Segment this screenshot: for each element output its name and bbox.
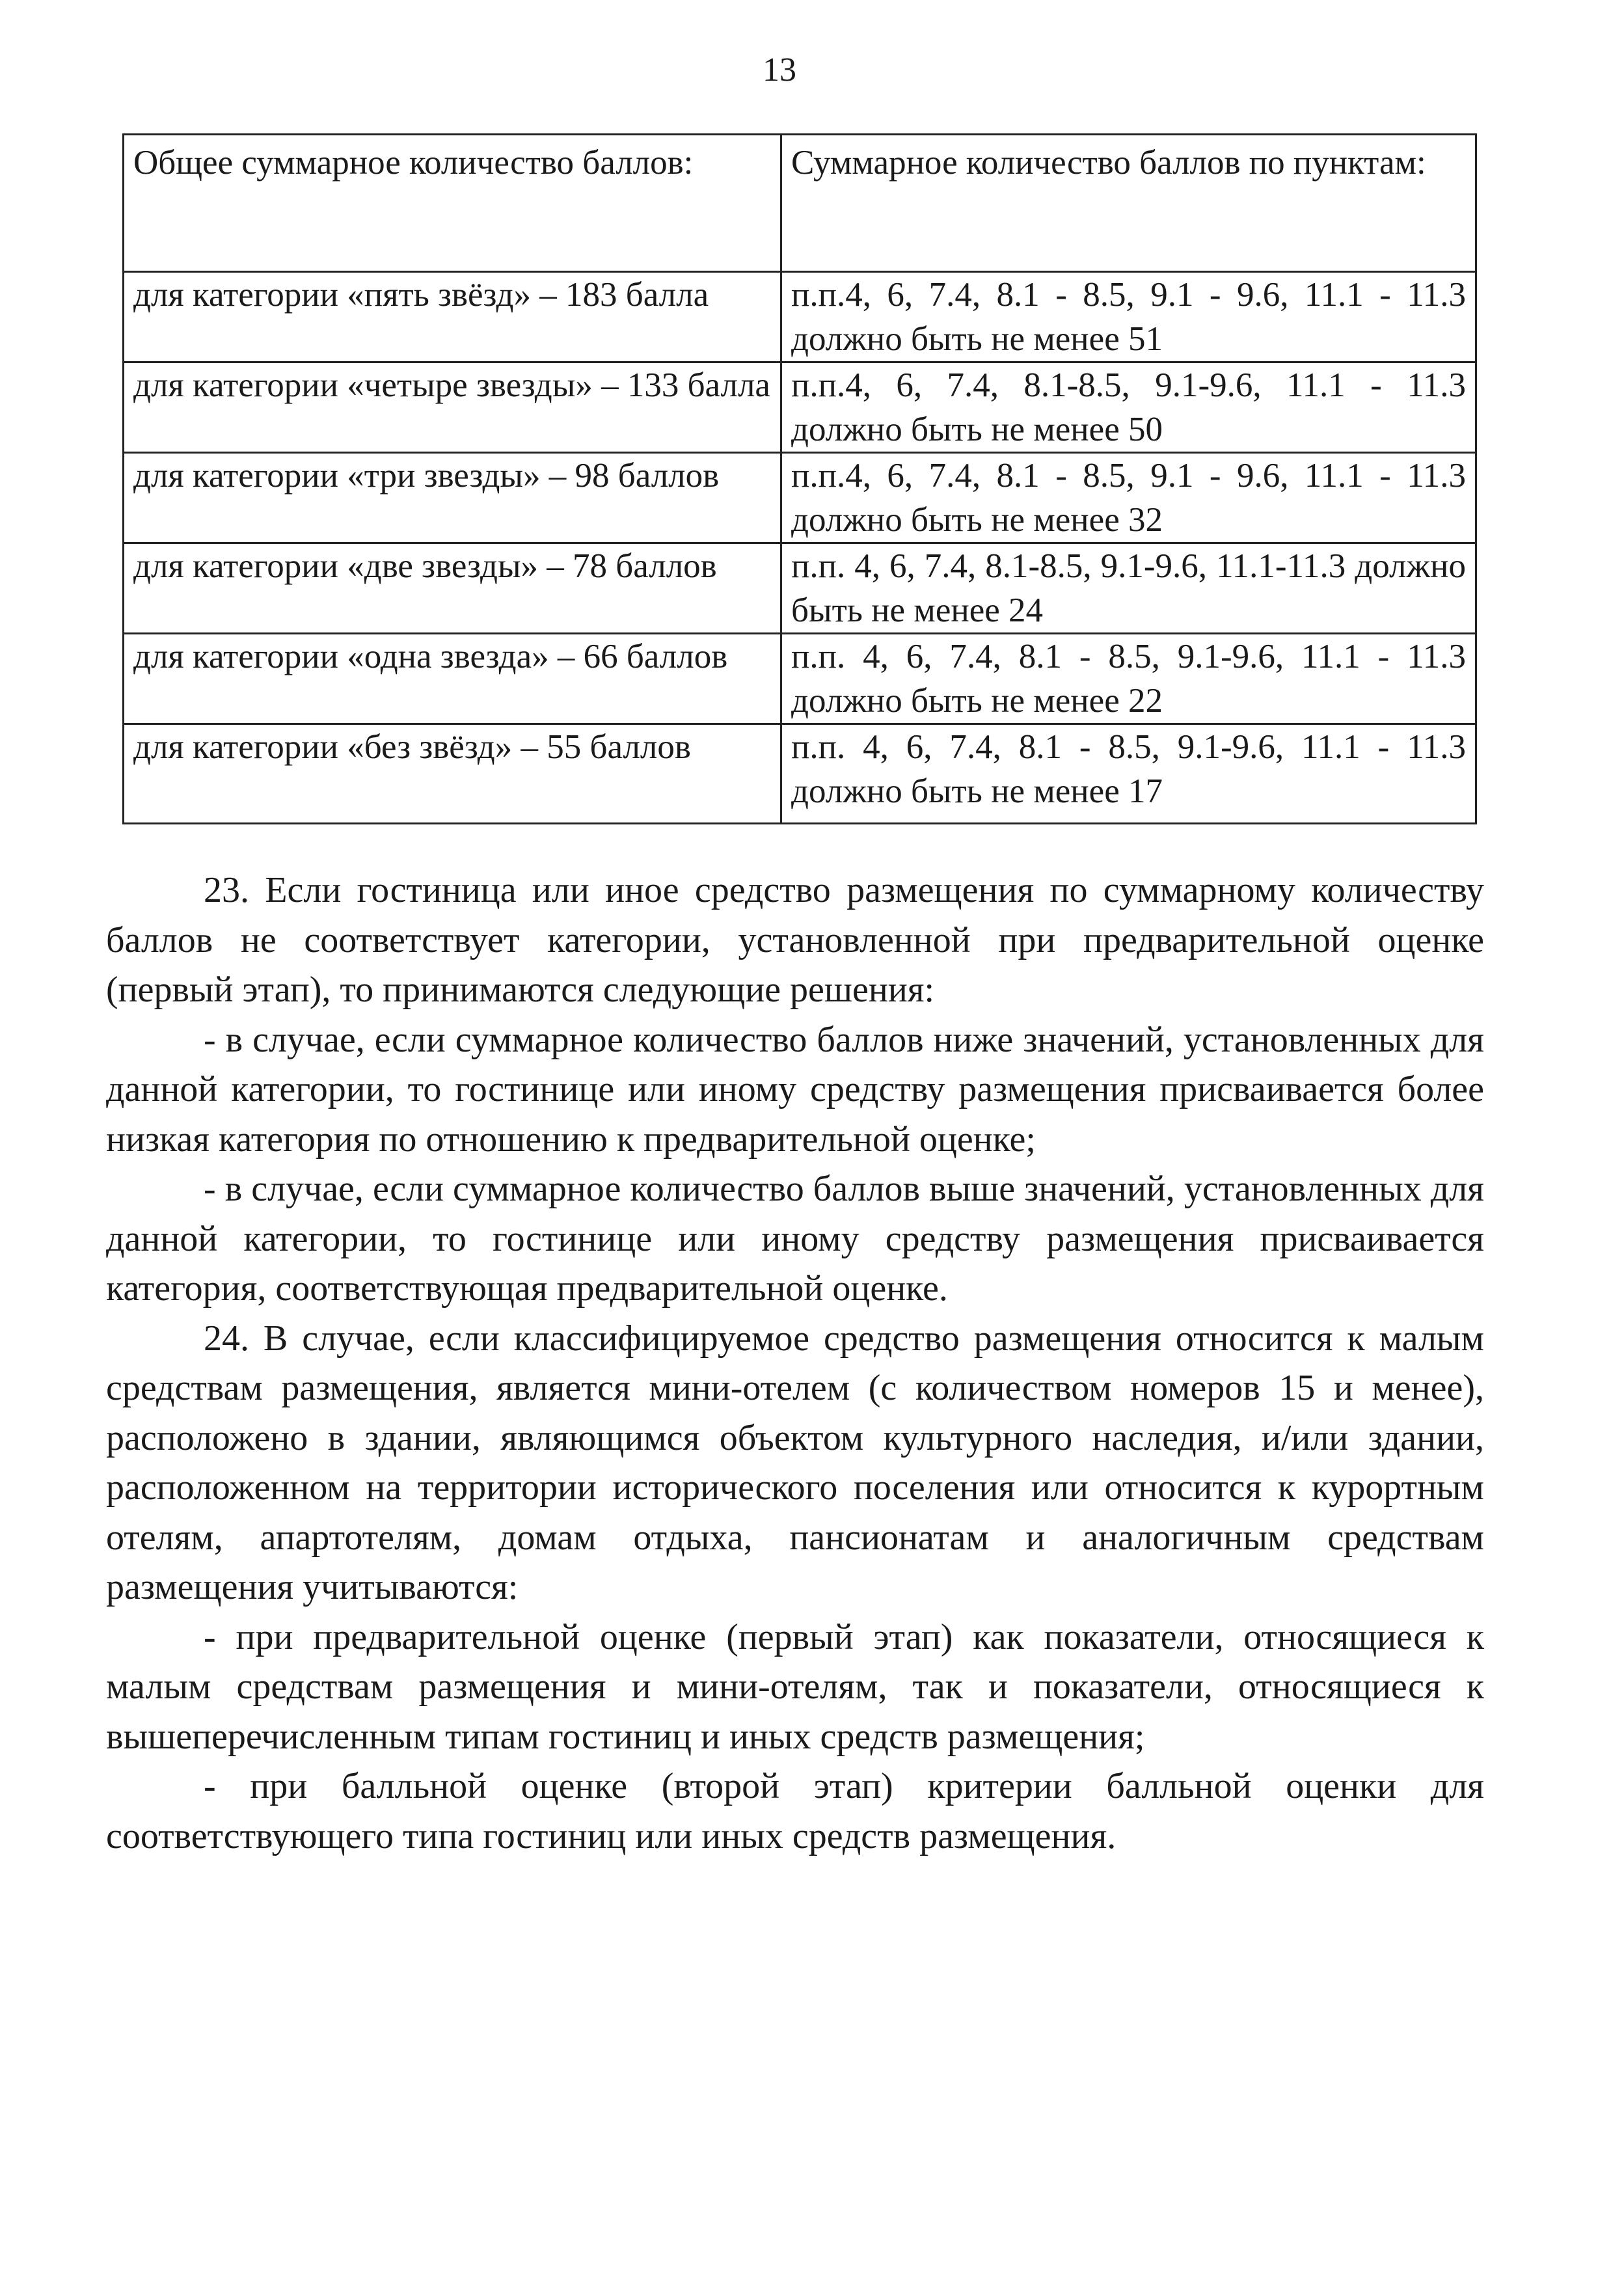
paragraph-24-scoring: - при балльной оценке (второй этап) критерии балльной оценки для соответствующего типа гостиниц или иных средств размещения. <box>106 1766 1484 1856</box>
items-cell: п.п.4, 6, 7.4, 8.1 - 8.5, 9.1 - 9.6, 11.1 - 11.3 должно быть не менее 32 <box>781 453 1476 543</box>
document-body <box>106 865 1484 1861</box>
paragraph-23-case-lower: - в случае, если суммарное количество баллов ниже значений, установленных для данной категории, то гостинице или иному средству размещения присваивается более низкая категория по отношению к предварительной оценке; <box>106 1019 1484 1160</box>
table-header-row <box>124 135 1476 272</box>
items-cell: п.п. 4, 6, 7.4, 8.1 - 8.5, 9.1-9.6, 11.1 - 11.3 должно быть не менее 17 <box>781 724 1476 824</box>
paragraph-23: 23. Если гостиница или иное средство размещения по суммарному количеству баллов не соответствует категории, установленной при предварительной оценке (первый этап), то принимаются следующие решения: <box>106 870 1484 1010</box>
category-cell: для категории «четыре звезды» – 133 балла <box>124 362 781 453</box>
category-cell: для категории «без звёзд» – 55 баллов <box>124 724 781 824</box>
table-row <box>124 272 1476 362</box>
table-row <box>124 724 1476 824</box>
category-cell: для категории «три звезды» – 98 баллов <box>124 453 781 543</box>
table-row <box>124 634 1476 724</box>
items-cell: п.п.4, 6, 7.4, 8.1-8.5, 9.1-9.6, 11.1 - 11.3 должно быть не менее 50 <box>781 362 1476 453</box>
category-cell: для категории «пять звёзд» – 183 балла <box>124 272 781 362</box>
header-total-score: Общее суммарное количество баллов: <box>124 135 781 272</box>
items-cell: п.п. 4, 6, 7.4, 8.1-8.5, 9.1-9.6, 11.1-11.3 должно быть не менее 24 <box>781 543 1476 634</box>
paragraph-24-preliminary: - при предварительной оценке (первый этап) как показатели, относящиеся к малым средствам размещения и мини-отелям, так и показатели, относящиеся к вышеперечисленным типам гостиниц и иных средств размещения; <box>106 1616 1484 1757</box>
table-row <box>124 453 1476 543</box>
paragraph-24: 24. В случае, если классифицируемое средство размещения относится к малым средствам размещения, является мини-отелем (с количеством номеров 15 и менее), расположено в здании, являющимся объектом культурного наследия, и/или здании, расположенном на территории исторического поселения или относится к курортным отелям, апартотелям, домам отдыха, пансионатам и аналогичным средствам размещения учитываются: <box>106 1318 1484 1607</box>
page-number: 13 <box>763 51 796 88</box>
table-row <box>124 543 1476 634</box>
paragraph-23-case-higher: - в случае, если суммарное количество баллов выше значений, установленных для данной категории, то гостинице или иному средству размещения присваивается категория, соответствующая предварительной оценке. <box>106 1169 1484 1309</box>
items-cell: п.п.4, 6, 7.4, 8.1 - 8.5, 9.1 - 9.6, 11.1 - 11.3 должно быть не менее 51 <box>781 272 1476 362</box>
category-scores-table <box>122 133 1477 824</box>
items-cell: п.п. 4, 6, 7.4, 8.1 - 8.5, 9.1-9.6, 11.1 - 11.3 должно быть не менее 22 <box>781 634 1476 724</box>
table-row <box>124 362 1476 453</box>
header-points-by-items: Суммарное количество баллов по пунктам: <box>781 135 1476 272</box>
category-cell: для категории «две звезды» – 78 баллов <box>124 543 781 634</box>
category-cell: для категории «одна звезда» – 66 баллов <box>124 634 781 724</box>
